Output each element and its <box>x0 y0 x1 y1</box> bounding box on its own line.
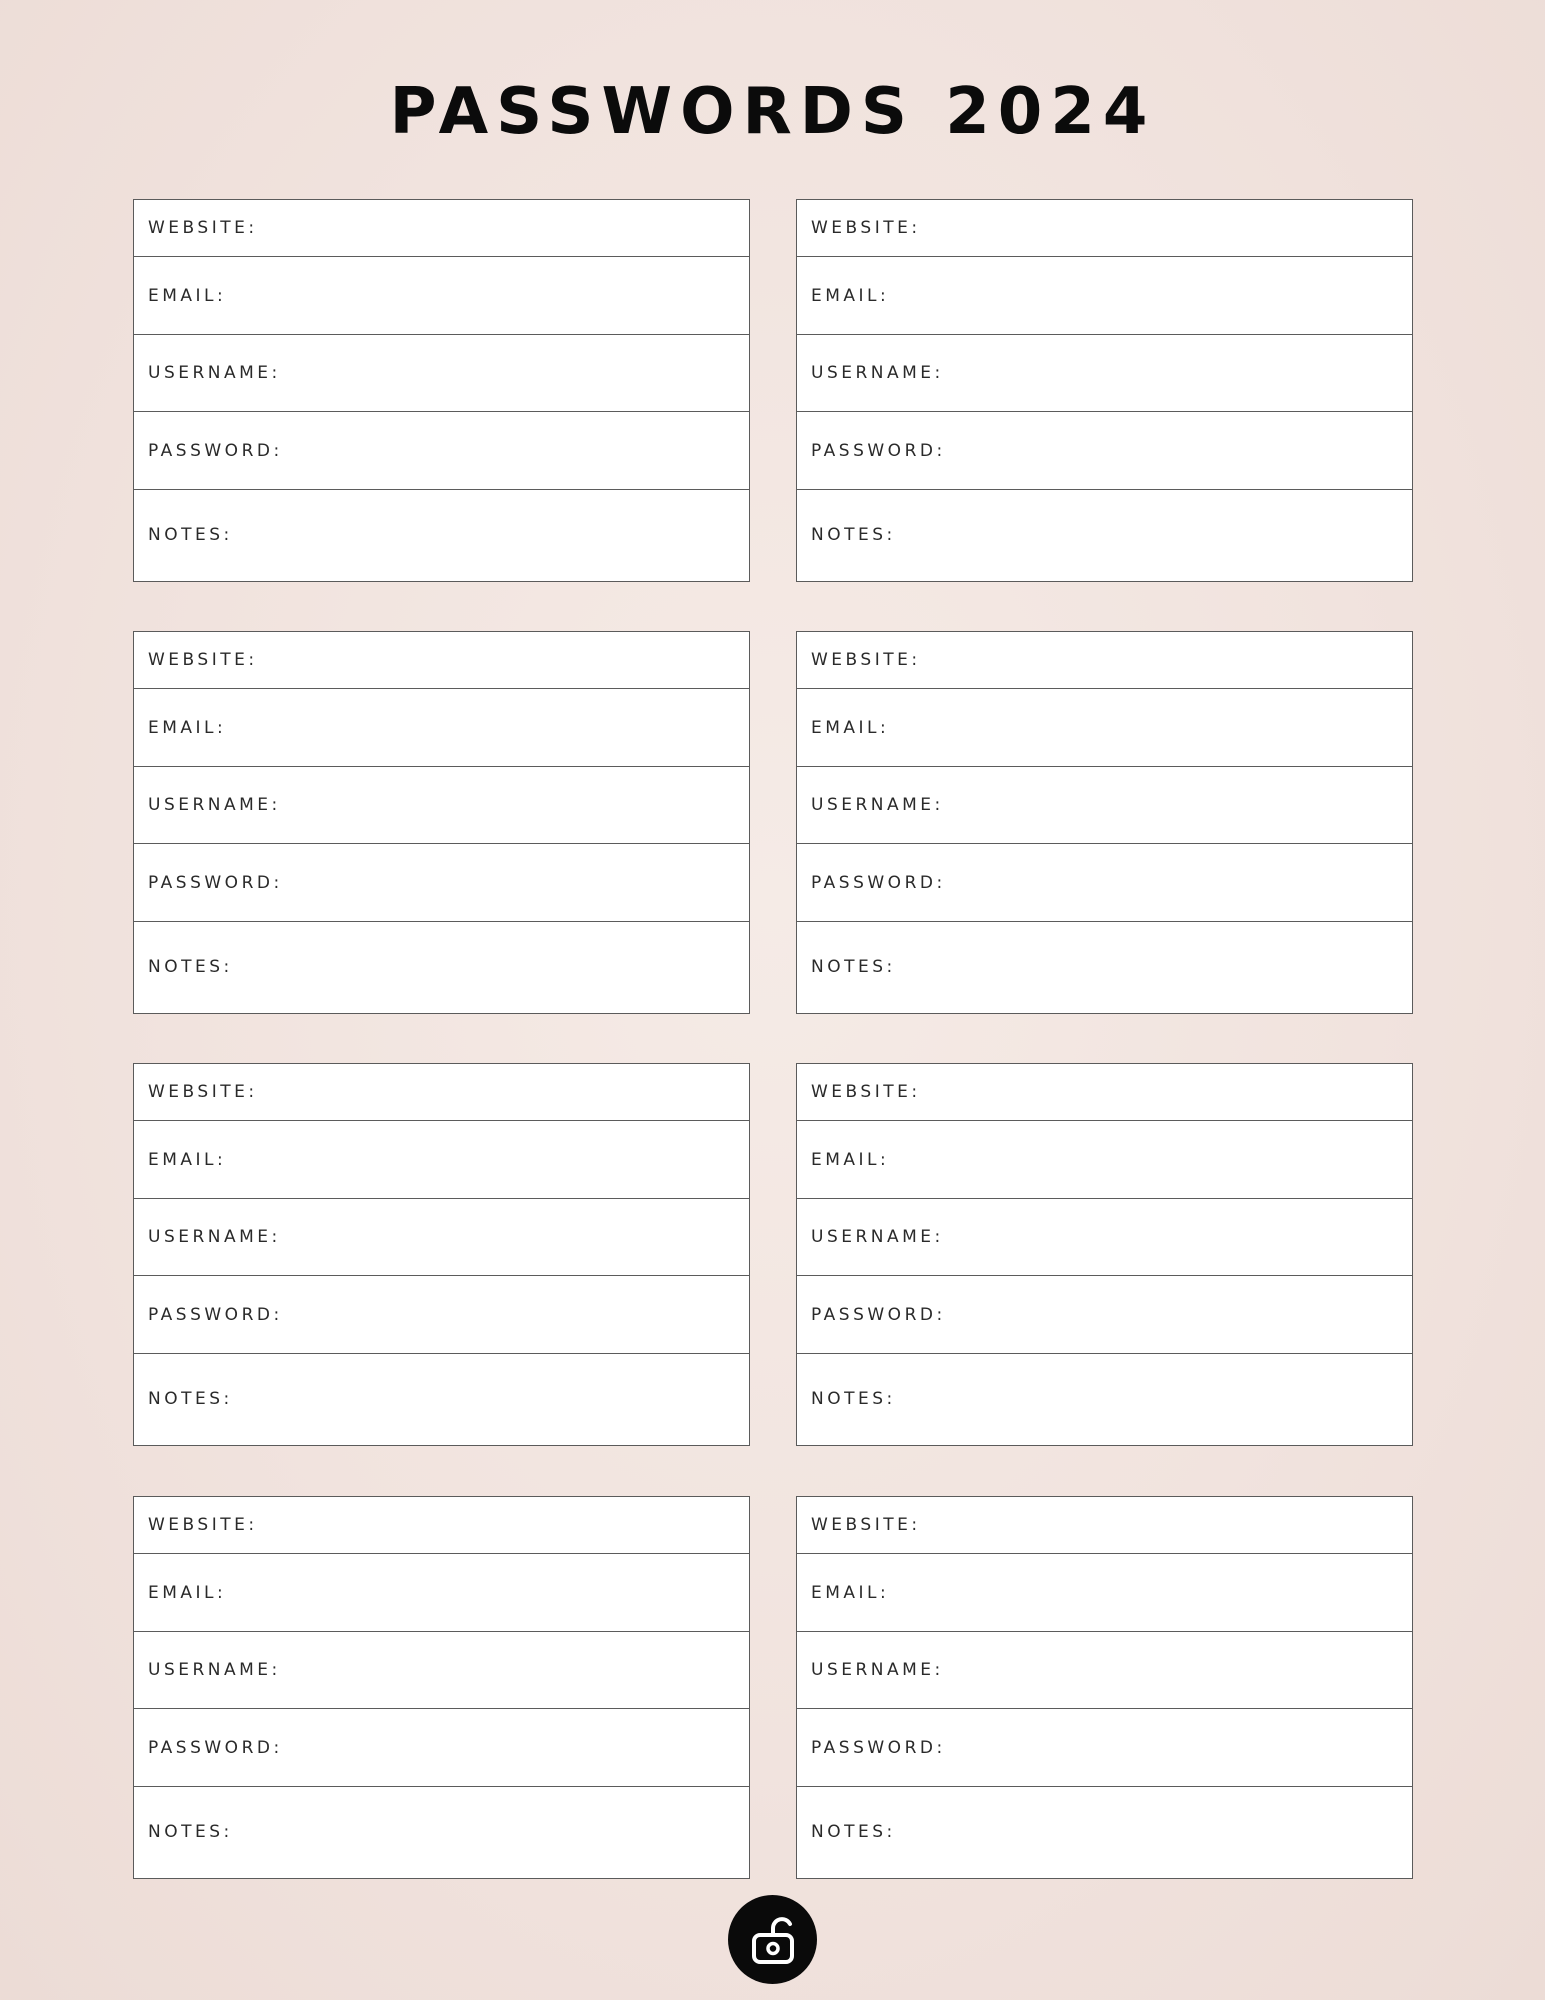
password-field[interactable]: PASSWORD: <box>797 844 1412 922</box>
unlock-badge <box>728 1895 817 1984</box>
email-field[interactable]: EMAIL: <box>797 257 1412 335</box>
notes-field[interactable]: NOTES: <box>811 1822 896 1842</box>
notes-field[interactable]: NOTES: <box>811 957 896 977</box>
email-field[interactable]: EMAIL: <box>134 1554 749 1632</box>
password-field[interactable]: PASSWORD: <box>134 844 749 922</box>
website-field[interactable]: WEBSITE: <box>134 1064 749 1121</box>
page-title: PASSWORDS 2024 <box>389 75 1156 149</box>
notes-field[interactable]: NOTES: <box>148 1389 233 1409</box>
password-field[interactable]: PASSWORD: <box>134 1276 749 1354</box>
password-card <box>796 199 1413 582</box>
website-field[interactable]: WEBSITE: <box>797 1497 1412 1554</box>
website-field[interactable]: WEBSITE: <box>134 1497 749 1554</box>
password-card <box>796 1496 1413 1879</box>
username-field[interactable]: USERNAME: <box>134 335 749 412</box>
website-field[interactable]: WEBSITE: <box>134 632 749 689</box>
password-card <box>133 1496 750 1879</box>
password-field[interactable]: PASSWORD: <box>134 1709 749 1787</box>
notes-field[interactable]: NOTES: <box>811 525 896 545</box>
password-card <box>133 1063 750 1446</box>
notes-field[interactable]: NOTES: <box>148 1822 233 1842</box>
website-field[interactable]: WEBSITE: <box>797 200 1412 257</box>
email-field[interactable]: EMAIL: <box>134 1121 749 1199</box>
email-field[interactable]: EMAIL: <box>134 257 749 335</box>
unlock-icon <box>745 1912 801 1968</box>
notes-field[interactable]: NOTES: <box>811 1389 896 1409</box>
password-field[interactable]: PASSWORD: <box>797 1709 1412 1787</box>
password-field[interactable]: PASSWORD: <box>797 412 1412 490</box>
password-card <box>133 199 750 582</box>
notes-field[interactable]: NOTES: <box>148 525 233 545</box>
website-field[interactable]: WEBSITE: <box>797 632 1412 689</box>
email-field[interactable]: EMAIL: <box>134 689 749 767</box>
username-field[interactable]: USERNAME: <box>134 767 749 844</box>
password-field[interactable]: PASSWORD: <box>134 412 749 490</box>
username-field[interactable]: USERNAME: <box>134 1199 749 1276</box>
website-field[interactable]: WEBSITE: <box>134 200 749 257</box>
email-field[interactable]: EMAIL: <box>797 1121 1412 1199</box>
username-field[interactable]: USERNAME: <box>797 767 1412 844</box>
email-field[interactable]: EMAIL: <box>797 1554 1412 1632</box>
password-card <box>796 631 1413 1014</box>
password-card <box>133 631 750 1014</box>
email-field[interactable]: EMAIL: <box>797 689 1412 767</box>
username-field[interactable]: USERNAME: <box>797 1632 1412 1709</box>
notes-field[interactable]: NOTES: <box>148 957 233 977</box>
username-field[interactable]: USERNAME: <box>797 1199 1412 1276</box>
username-field[interactable]: USERNAME: <box>134 1632 749 1709</box>
website-field[interactable]: WEBSITE: <box>797 1064 1412 1121</box>
username-field[interactable]: USERNAME: <box>797 335 1412 412</box>
password-field[interactable]: PASSWORD: <box>797 1276 1412 1354</box>
password-card <box>796 1063 1413 1446</box>
